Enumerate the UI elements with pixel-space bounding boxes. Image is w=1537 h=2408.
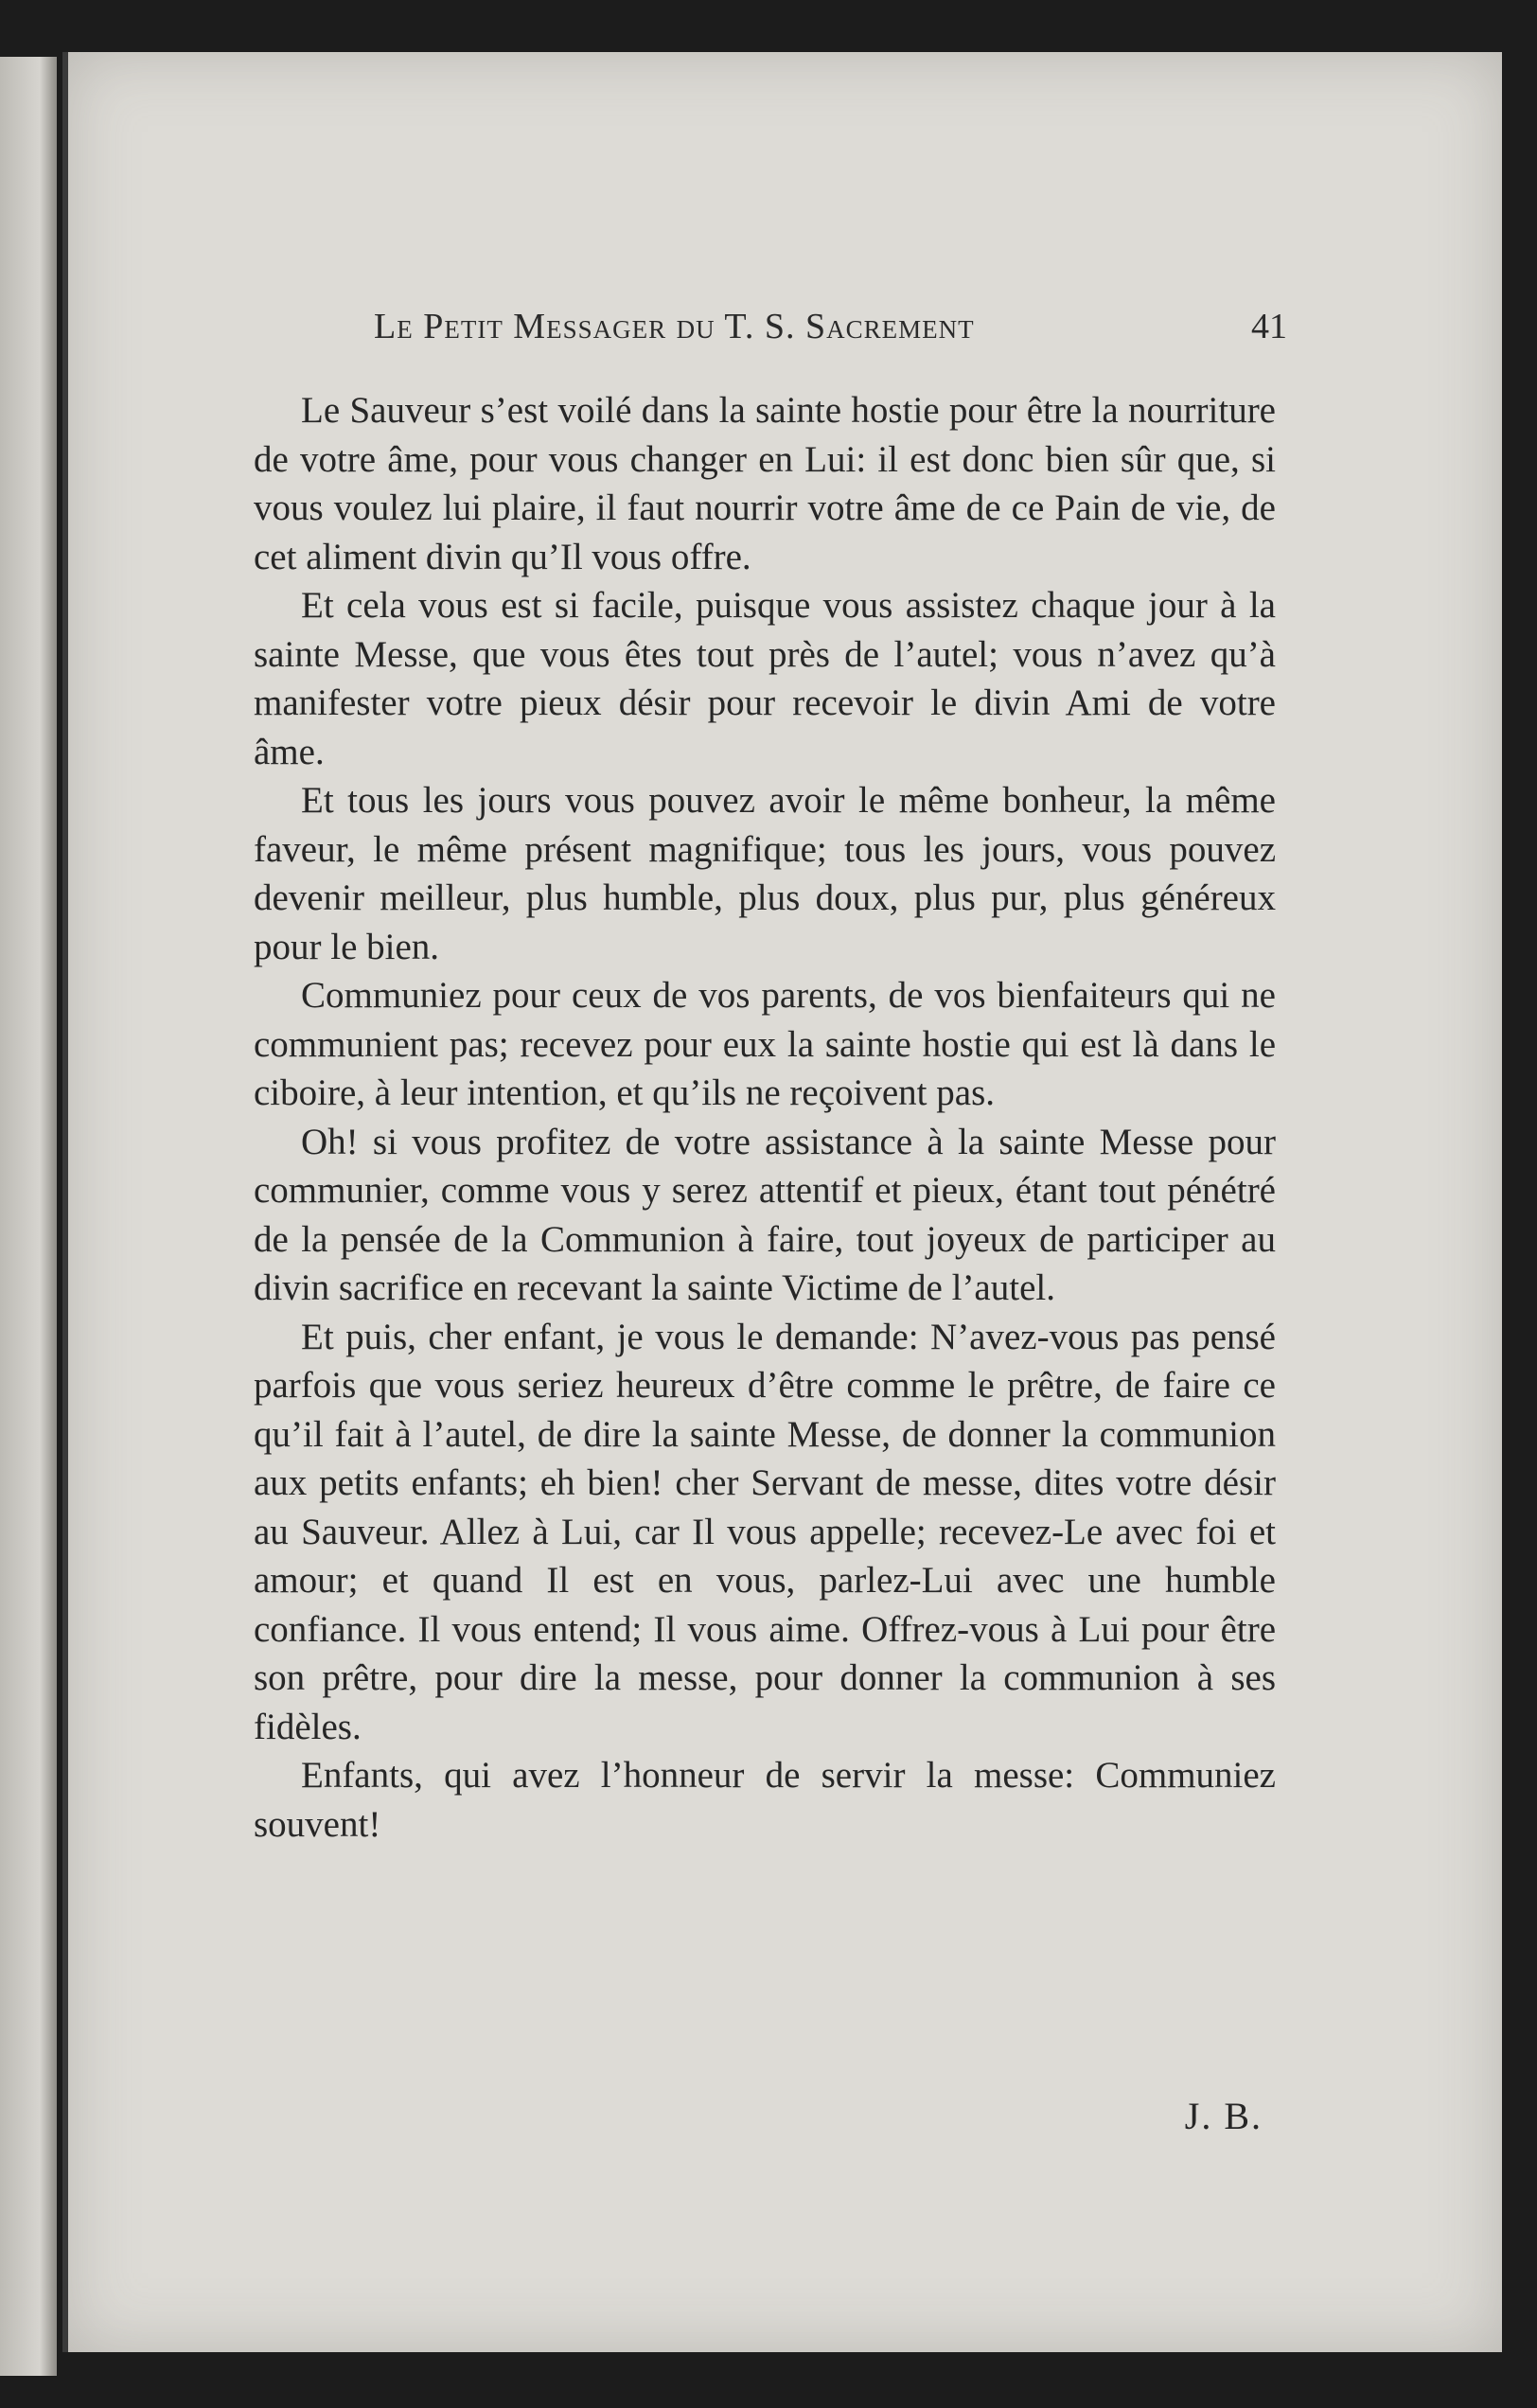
page-number: 41 (1251, 307, 1287, 346)
paragraph: Et tous les jours vous pouvez avoir le même bonheur, la même faveur, le même présent magnifique; tous les jours, vous pouvez devenir meilleur, plus humble, plus doux, plus pur, plus généreux pour le bien. (254, 780, 1276, 967)
running-head (374, 306, 1287, 363)
paragraph: Et puis, cher enfant, je vous le demande: N’avez-vous pas pensé parfois que vous seriez heureux d’être comme le prêtre, de faire ce qu’il fait à l’autel, de dire la sainte Messe, de donner la communion aux petits enfants; eh bien! cher Servant de messe, dites votre désir au Sauveur. Allez à Lui, car Il vous appelle; recevez-Le avec foi et amour; et quand Il est en vous, parlez-Lui avec une humble confiance. Il vous entend; Il vous aime. Offrez-vous à Lui pour être son prêtre, pour dire la messe, pour donner la communion à ses fidèles. (254, 1316, 1276, 1747)
paragraph: Le Sauveur s’est voilé dans la sainte hostie pour être la nourriture de votre âme, pour vous changer en Lui: il est donc bien sûr que, si vous voulez lui plaire, il faut nourrir votre âme de ce Pain de vie, de cet aliment divin qu’Il vous offre. (254, 390, 1276, 577)
paragraph: Et cela vous est si facile, puisque vous assistez chaque jour à la sainte Messe, que vous êtes tout près de l’autel; vous n’avez qu’à manifester votre pieux désir pour recevoir le divin Ami de votre âme. (254, 585, 1276, 772)
author-signature: J. B. (1184, 2095, 1263, 2137)
paragraph: Communiez pour ceux de vos parents, de vos bienfaiteurs qui ne communient pas; recevez pour eux la sainte hostie qui est là dans le ciboire, à leur intention, et qu’ils ne reçoivent pas. (254, 975, 1276, 1113)
paragraph: Oh! si vous profitez de votre assistance à la sainte Messe pour communier, comme vous y serez attentif et pieux, étant tout pénétré de la pensée de la Communion à faire, tout joyeux de participer au divin sacrifice en recevant la sainte Victime de l’autel. (254, 1121, 1276, 1308)
body-text (254, 386, 1276, 1849)
running-title: Le Petit Messager du T. S. Sacrement (374, 307, 975, 346)
paragraph: Enfants, qui avez l’honneur de servir la messe: Communiez souvent! (254, 1755, 1276, 1845)
previous-page-edge (0, 57, 57, 2376)
